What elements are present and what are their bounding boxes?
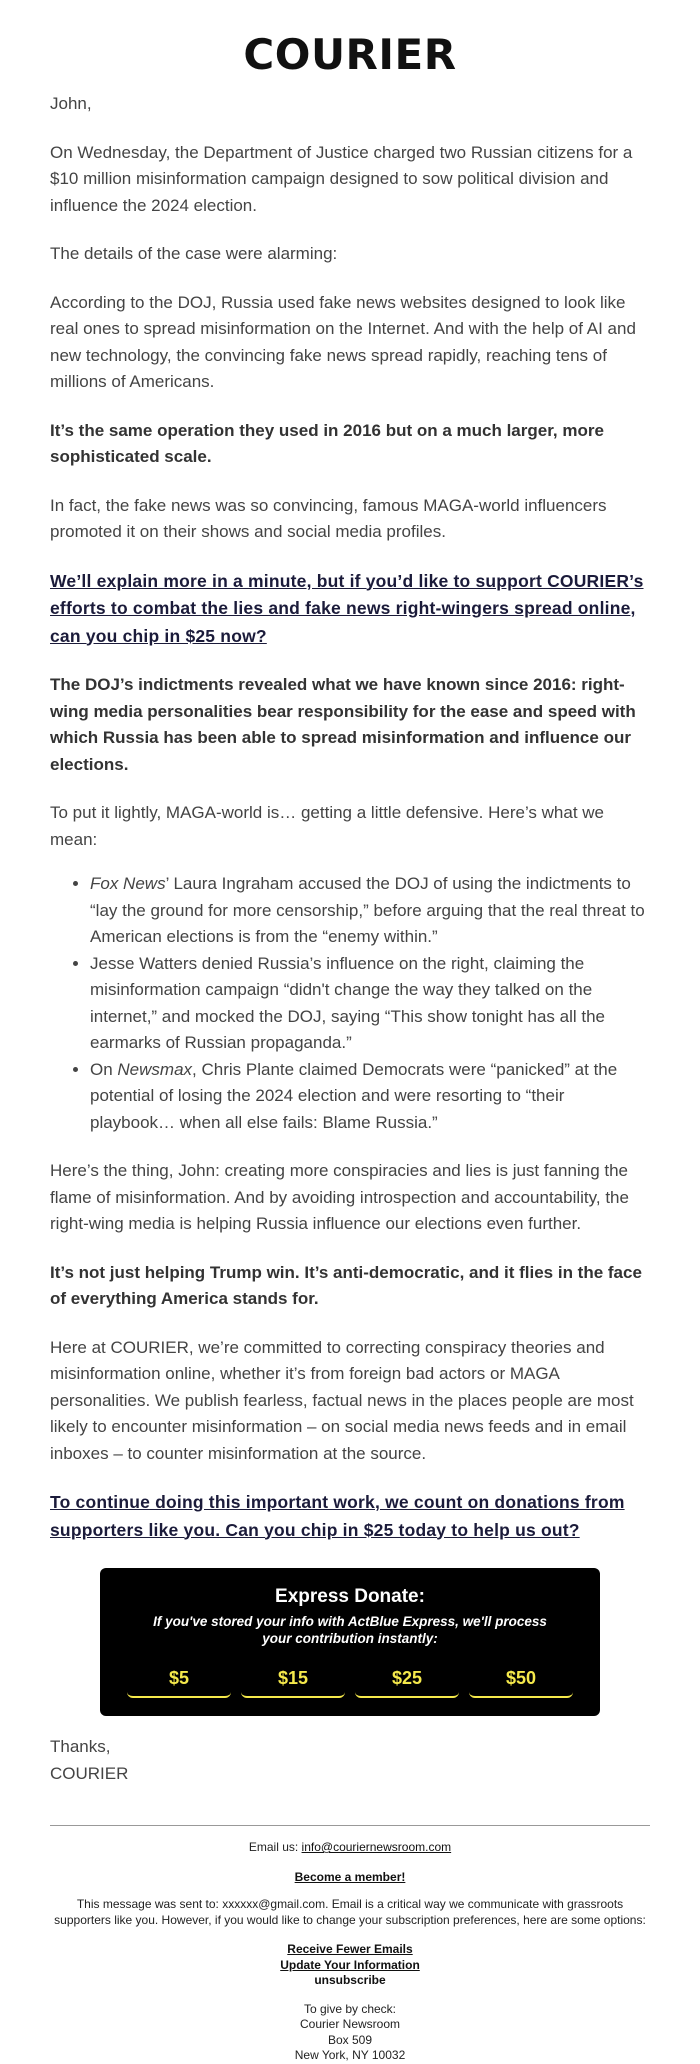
express-donate-subtitle: If you've stored your info with ActBlue Express, we'll process your contribution instantly: xyxy=(153,1614,547,1646)
list-item-text: ’ Laura Ingraham accused the DOJ of using the indictments to “lay the ground for more censorship,” before arguing that the real threat to American elections is from the “enemy within.” xyxy=(90,874,645,946)
paragraph-4-bold: It’s the same operation they used in 2016 but on a much larger, more sophisticated scale. xyxy=(50,420,604,466)
fox-news-italic: Fox News xyxy=(90,874,166,893)
address-line-3: New York, NY 10032 xyxy=(294,2048,406,2062)
mailing-address xyxy=(50,2002,650,2064)
paragraph-8: Here’s the thing, John: creating more conspiracies and lies is just fanning the flame of misinformation. And by avoiding introspection and accountability, the right-wing media is helping Russia influence our elections even further. xyxy=(50,1161,629,1233)
donate-15-button[interactable]: $15 xyxy=(241,1660,345,1698)
footer xyxy=(0,1840,700,2064)
become-member-link[interactable]: Become a member! xyxy=(294,1869,406,1884)
donate-amounts xyxy=(100,1660,600,1698)
donate-link-1[interactable]: We’ll explain more in a minute, but if you’d like to support COURIER’s efforts to combat the lies and fake news right-wingers spread online, can you chip in $25 now? xyxy=(50,570,644,646)
donate-50-button[interactable]: $50 xyxy=(469,1660,573,1698)
address-line-2: Box 509 xyxy=(327,2032,373,2047)
list-item xyxy=(90,871,650,951)
signoff-name: COURIER xyxy=(50,1763,129,1783)
footer-member-line xyxy=(50,1870,650,1886)
reaction-list xyxy=(50,871,650,1136)
email-link[interactable]: info@couriernewsroom.com xyxy=(301,1840,452,1854)
paragraph-5: In fact, the fake news was so convincing, famous MAGA-world influencers promoted it on their shows and social media profiles. xyxy=(50,495,607,541)
logo-text: COURIER xyxy=(243,30,457,79)
express-donate-box xyxy=(100,1568,600,1716)
donate-25-button[interactable]: $25 xyxy=(355,1660,459,1698)
list-item xyxy=(90,951,650,1057)
subscription-notice: This message was sent to: xxxxxx@gmail.com. Email is a critical way we communicate with grassroots supporters like you. However, if you would like to change your subscription preferences, here are some options: xyxy=(54,1897,646,1927)
email-body xyxy=(0,91,700,1787)
list-item-text: Jesse Watters denied Russia’s influence on the right, claiming the misinformation campaign “didn't change the way they talked on the internet,” and mocked the DOJ, saying “This show tonight has all the earmarks of Russian propaganda.” xyxy=(90,953,605,1052)
check-label: To give by check: xyxy=(303,2001,397,2016)
preference-links xyxy=(50,1942,650,1989)
list-item xyxy=(90,1057,650,1137)
courier-logo xyxy=(0,0,700,82)
unsubscribe-link[interactable]: unsubscribe xyxy=(314,1973,386,1987)
paragraph-1: On Wednesday, the Department of Justice charged two Russian citizens for a $10 million misinformation campaign designed to sow political division and influence the 2024 election. xyxy=(50,142,633,215)
paragraph-9-bold: It’s not just helping Trump win. It’s anti-democratic, and it flies in the face of everything America stands for. xyxy=(50,1262,642,1308)
list-item-prefix: On xyxy=(90,1059,118,1079)
paragraph-3: According to the DOJ, Russia used fake news websites designed to look like real ones to spread misinformation on the Internet. And with the help of AI and new technology, the convincing fake news spread rapidly, reaching tens of millions of Americans. xyxy=(50,292,636,391)
address-line-1: Courier Newsroom xyxy=(299,2017,401,2031)
paragraph-7: To put it lightly, MAGA-world is… getting a little defensive. Here’s what we mean: xyxy=(50,803,604,849)
donate-link-2[interactable]: To continue doing this important work, we count on donations from supporters like you. Can you chip in $25 today to help us out? xyxy=(50,1492,625,1540)
signoff-thanks: Thanks, xyxy=(50,1737,111,1756)
receive-fewer-emails-link[interactable]: Receive Fewer Emails xyxy=(287,1942,413,1956)
donate-5-button[interactable]: $5 xyxy=(127,1660,231,1698)
paragraph-10: Here at COURIER, we’re committed to correcting conspiracy theories and misinformation online, whether it’s from foreign bad actors or MAGA personalities. We publish fearless, factual news in the places people are most likely to encounter misinformation – on social media news feeds and in email inboxes – to counter misinformation at the source. xyxy=(50,1337,634,1463)
express-donate-title: Express Donate: xyxy=(275,1586,425,1607)
newsmax-italic: Newsmax xyxy=(117,1059,193,1079)
paragraph-2: The details of the case were alarming: xyxy=(50,244,338,263)
list-item-text: , Chris Plante claimed Democrats were “panicked” at the potential of losing the 2024 election and were resorting to “their playbook… when all else fails: Blame Russia.” xyxy=(90,1059,618,1132)
update-information-link[interactable]: Update Your Information xyxy=(280,1957,420,1972)
footer-divider xyxy=(50,1825,650,1826)
paragraph-6-bold: The DOJ’s indictments revealed what we have known since 2016: right-wing media personalities bear responsibility for the ease and speed with which Russia has been able to spread misinformation and influence our elections. xyxy=(50,675,636,774)
salutation: John, xyxy=(50,94,92,113)
email-label: Email us: xyxy=(248,1840,302,1854)
footer-email-line xyxy=(50,1840,650,1856)
